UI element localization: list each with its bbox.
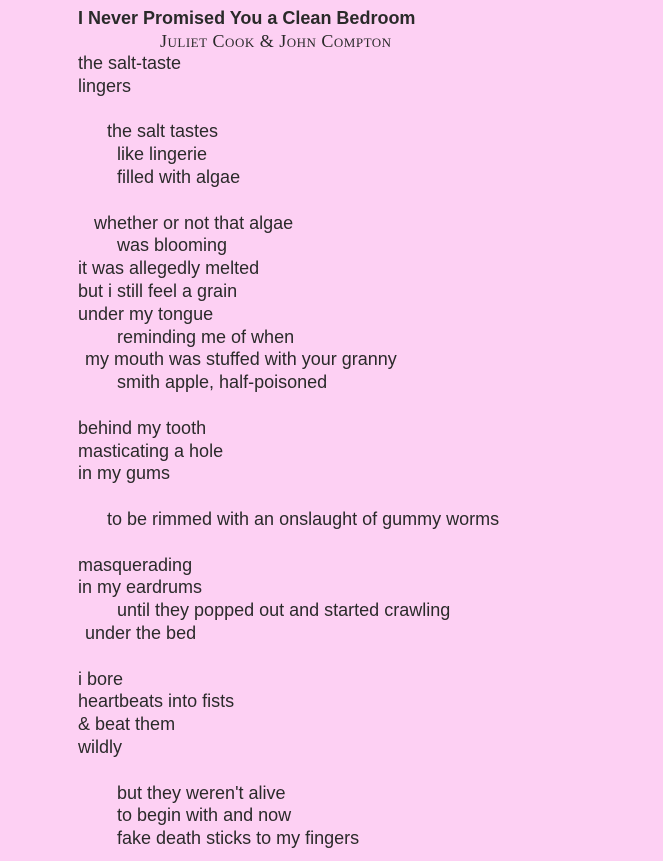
poem-line: was blooming [117, 235, 228, 256]
poem-body [78, 52, 648, 850]
poem-line: i bore [78, 668, 124, 689]
poem-line: whether or not that algae [94, 212, 294, 233]
poem-line: masticating a hole [78, 440, 224, 461]
poem-line: under my tongue [78, 303, 214, 324]
poem-line: lingers [78, 75, 132, 96]
poem-line: it was allegedly melted [78, 258, 260, 279]
poem-line: the salt tastes [107, 121, 219, 142]
stanza-break [78, 98, 648, 121]
poem-line: my mouth was stuffed with your granny [85, 349, 397, 370]
poem-line: to begin with and now [117, 805, 292, 826]
stanza-break [78, 189, 648, 212]
stanza-break [78, 759, 648, 782]
poem-title: I Never Promised You a Clean Bedroom [78, 8, 416, 28]
stanza-break [78, 531, 648, 554]
poem-line: the salt-taste [78, 53, 182, 73]
poem-line: filled with algae [117, 166, 241, 187]
poem-line: to be rimmed with an onslaught of gummy worms [107, 508, 500, 529]
poem-line: but i still feel a grain [78, 280, 238, 301]
poem-line: under the bed [85, 622, 197, 643]
poem-line: reminding me of when [117, 326, 295, 347]
author-byline: Juliet Cook & John Compton [160, 31, 392, 51]
poem-line: wildly [78, 736, 123, 757]
poem-line: but they weren't alive [117, 782, 286, 803]
poem-line: in my gums [78, 463, 171, 484]
poem-line: masquerading [78, 554, 193, 575]
poem-line: behind my tooth [78, 417, 207, 438]
poem-line: & beat them [78, 714, 176, 735]
poem-line: until they popped out and started crawling [117, 600, 451, 621]
stanza-break [78, 394, 648, 417]
poem-line: in my eardrums [78, 577, 203, 598]
poem-line: heartbeats into fists [78, 691, 235, 712]
stanza-break [78, 485, 648, 508]
poem-line: smith apple, half-poisoned [117, 372, 328, 393]
poem-line: fake death sticks to my fingers [117, 828, 360, 849]
stanza-break [78, 645, 648, 668]
poem-line: like lingerie [117, 144, 208, 165]
